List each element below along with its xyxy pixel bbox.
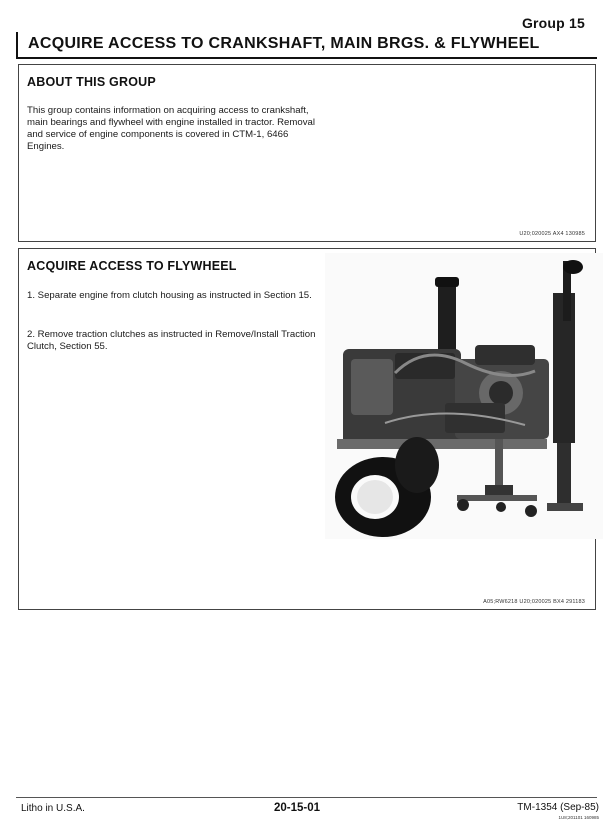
footer-print-note: Litho in U.S.A.	[21, 803, 85, 814]
instruction-step-2: 2. Remove traction clutches as instructed in Remove/Install Traction Clutch, Section 55.	[27, 329, 316, 352]
title-underline	[16, 57, 597, 59]
footer-rule	[16, 797, 597, 798]
about-paragraph: This group contains information on acquiring access to crankshaft, main bearings and flywheel with engine installed in tractor. Removal and service of engine components is covered in CTM-1, 6466 Engines.	[27, 105, 315, 152]
group-label: Group 15	[521, 15, 585, 31]
footer-code: 1U8;201101 160985	[558, 815, 599, 820]
header-rule	[16, 32, 18, 58]
manual-id: TM-1354 (Sep-85)	[517, 802, 599, 813]
page-title: ACQUIRE ACCESS TO CRANKSHAFT, MAIN BRGS. & FLYWHEEL	[28, 35, 540, 52]
about-group-section	[18, 64, 596, 242]
instruction-step-1: 1. Separate engine from clutch housing as instructed in Section 15.	[27, 290, 312, 301]
flywheel-access-section	[18, 248, 596, 610]
section-heading-flywheel: ACQUIRE ACCESS TO FLYWHEEL	[27, 259, 237, 273]
section-heading-about: ABOUT THIS GROUP	[27, 75, 156, 89]
page-number: 20-15-01	[274, 802, 321, 814]
reference-code: U20;020025 AX4 130985	[519, 231, 585, 237]
reference-code: A05;RW6218 U20;020025 BX4 291183	[483, 599, 585, 605]
tractor-engine-photo	[325, 253, 603, 539]
